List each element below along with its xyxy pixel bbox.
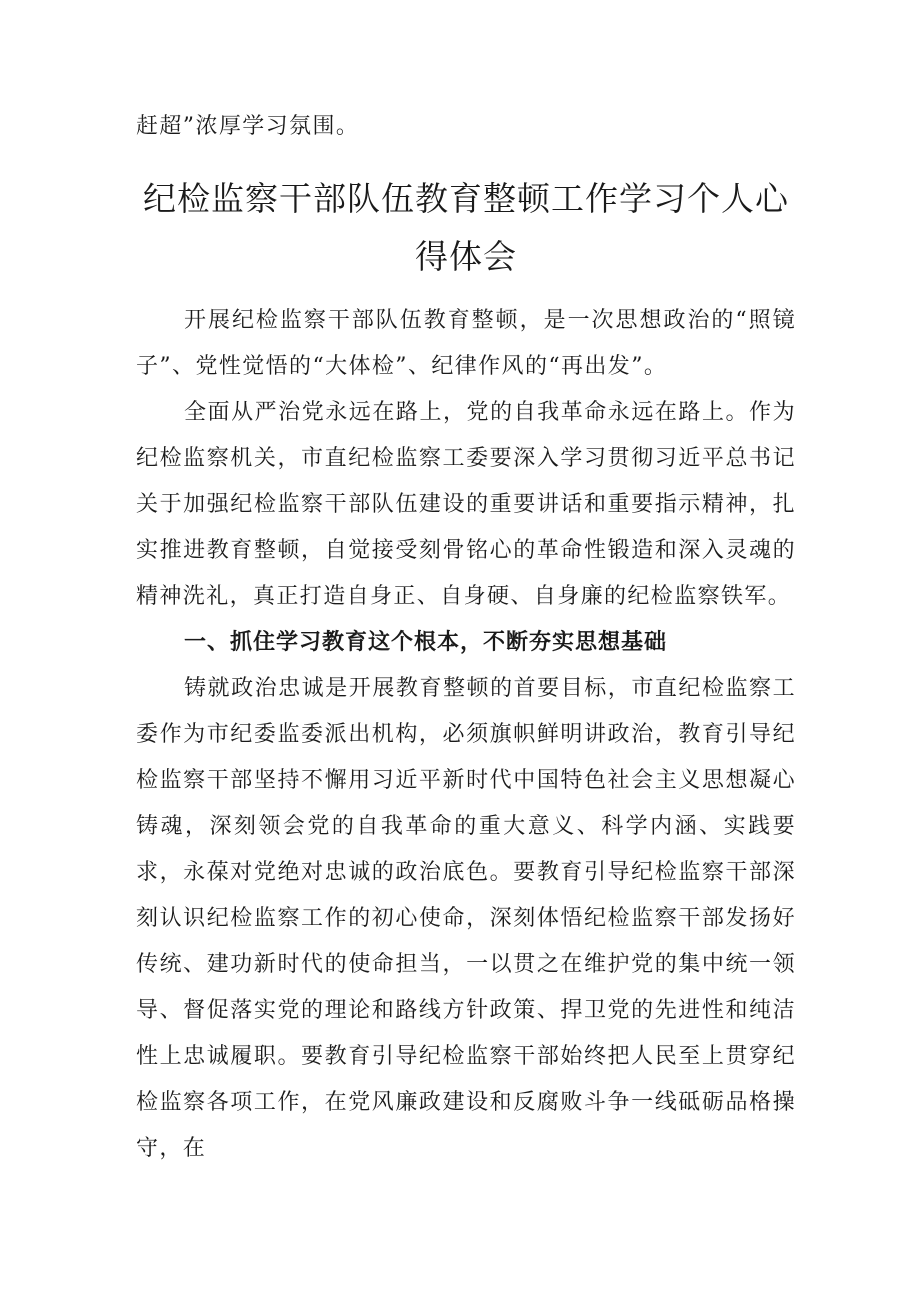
paragraph-overview: 全面从严治党永远在路上，党的自我革命永远在路上。作为纪检监察机关，市直纪检监察工委要深入学习贯彻习近平总书记关于加强纪检监察干部队伍建设的重要讲话和重要指示精神，扎实推进教育整顿，自觉接受刻骨铭心的革命性锻造和深入灵魂的精神洗礼，真正打造自身正、自身硬、自身廉的纪检监察铁军。 (136, 400, 796, 609)
paragraph-intro: 开展纪检监察干部队伍教育整顿，是一次思想政治的“照镜子”、党性觉悟的“大体检”、纪律作风的“再出发”。 (136, 308, 796, 379)
section-paragraph: 铸就政治忠诚是开展教育整顿的首要目标，市直纪检监察工委作为市纪委监委派出机构，必须旗帜鲜明讲政治，教育引导纪检监察干部坚持不懈用习近平新时代中国特色社会主义思想凝心铸魂，深刻领会党的自我革命的重大意义、科学内涵、实践要求，永葆对党绝对忠诚的政治底色。要教育引导纪检监察干部深刻认识纪检监察工作的初心使命，深刻体悟纪检监察干部发扬好传统、建功新时代的使命担当，一以贯之在维护党的集中统一领导、督促落实党的理论和路线方针政策、捍卫党的先进性和纯洁性上忠诚履职。要教育引导纪检监察干部始终把人民至上贯穿纪检监察各项工作，在党风廉政建设和反腐败斗争一线砥砺品格操守，在 (136, 676, 796, 1161)
document-title: 纪检监察干部队伍教育整顿工作学习个人心得体会 (143, 179, 789, 276)
section-heading: 一、抓住学习教育这个根本，不断夯实思想基础 (184, 630, 668, 655)
document-body (136, 104, 796, 1172)
lead-fragment: 赶超”浓厚学习氛围。 (136, 114, 360, 139)
